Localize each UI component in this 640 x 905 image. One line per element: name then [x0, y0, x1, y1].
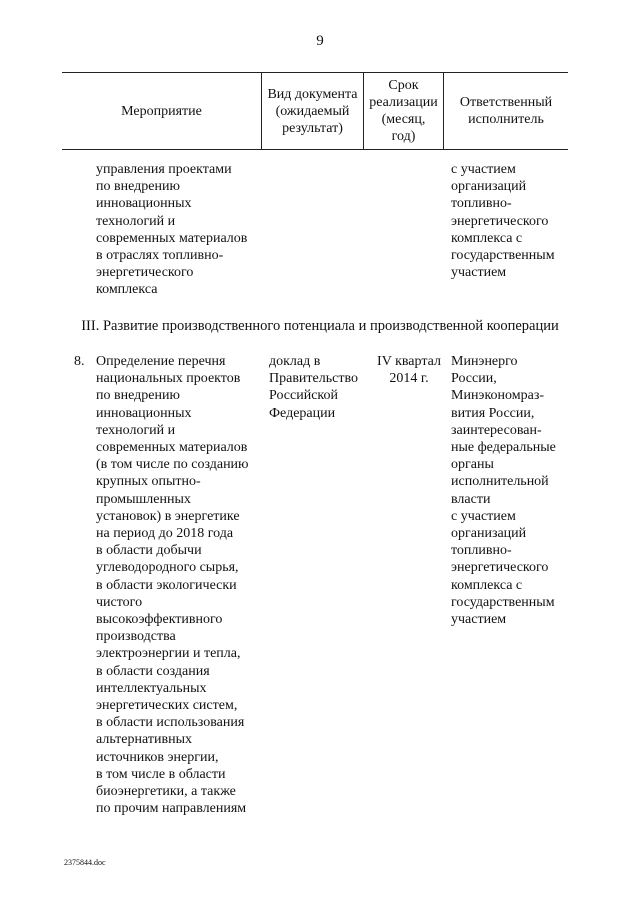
row-activity: Определение перечня национальных проектов по внедрению инновационных технологий и современных материалов (в том числе по созданию крупных опытно- промышленных установок) в энергетике на период до 2018 года в области добычи углеводородного сырья, в области экологически чистого высокоэффективного производства электроэнергии и тепла, в области создания интеллектуальных энергетических систем, в области использования альтернативных источников энергии, в том числе в области биоэнергетики, а также по прочим направлениям [96, 354, 249, 817]
footer-file-name: 2375844.doc [64, 858, 106, 867]
table-header [62, 72, 568, 150]
row-number: 8. [74, 354, 85, 369]
row-term: IV квартал 2014 г. [377, 354, 441, 387]
header-term: Срок реализации (месяц, год) [363, 73, 443, 149]
header-activity: Мероприятие [121, 103, 202, 119]
continued-activity-text: управления проектами по внедрению инновационных технологий и современных материалов в отраслях топливно- энергетического комплекса [96, 162, 248, 298]
header-document-type: Вид документа (ожидаемый результат) [261, 73, 363, 149]
row-document-type: доклад в Правительство Российской Федерации [269, 354, 358, 421]
continued-responsible-text: с участием организаций топливно- энергетического комплекса с государственным участием [451, 162, 555, 281]
header-responsible: Ответственный исполнитель [443, 73, 568, 149]
section-title: III. Развитие производственного потенциала и производственной кооперации [81, 318, 559, 334]
page-number: 9 [316, 33, 324, 49]
row-responsible: Минэнерго России, Минэкономраз- вития России, заинтересован- ные федеральные органы исполнительной власти с участием организаций топливно- энергетического комплекса с государственным участием [451, 354, 556, 628]
